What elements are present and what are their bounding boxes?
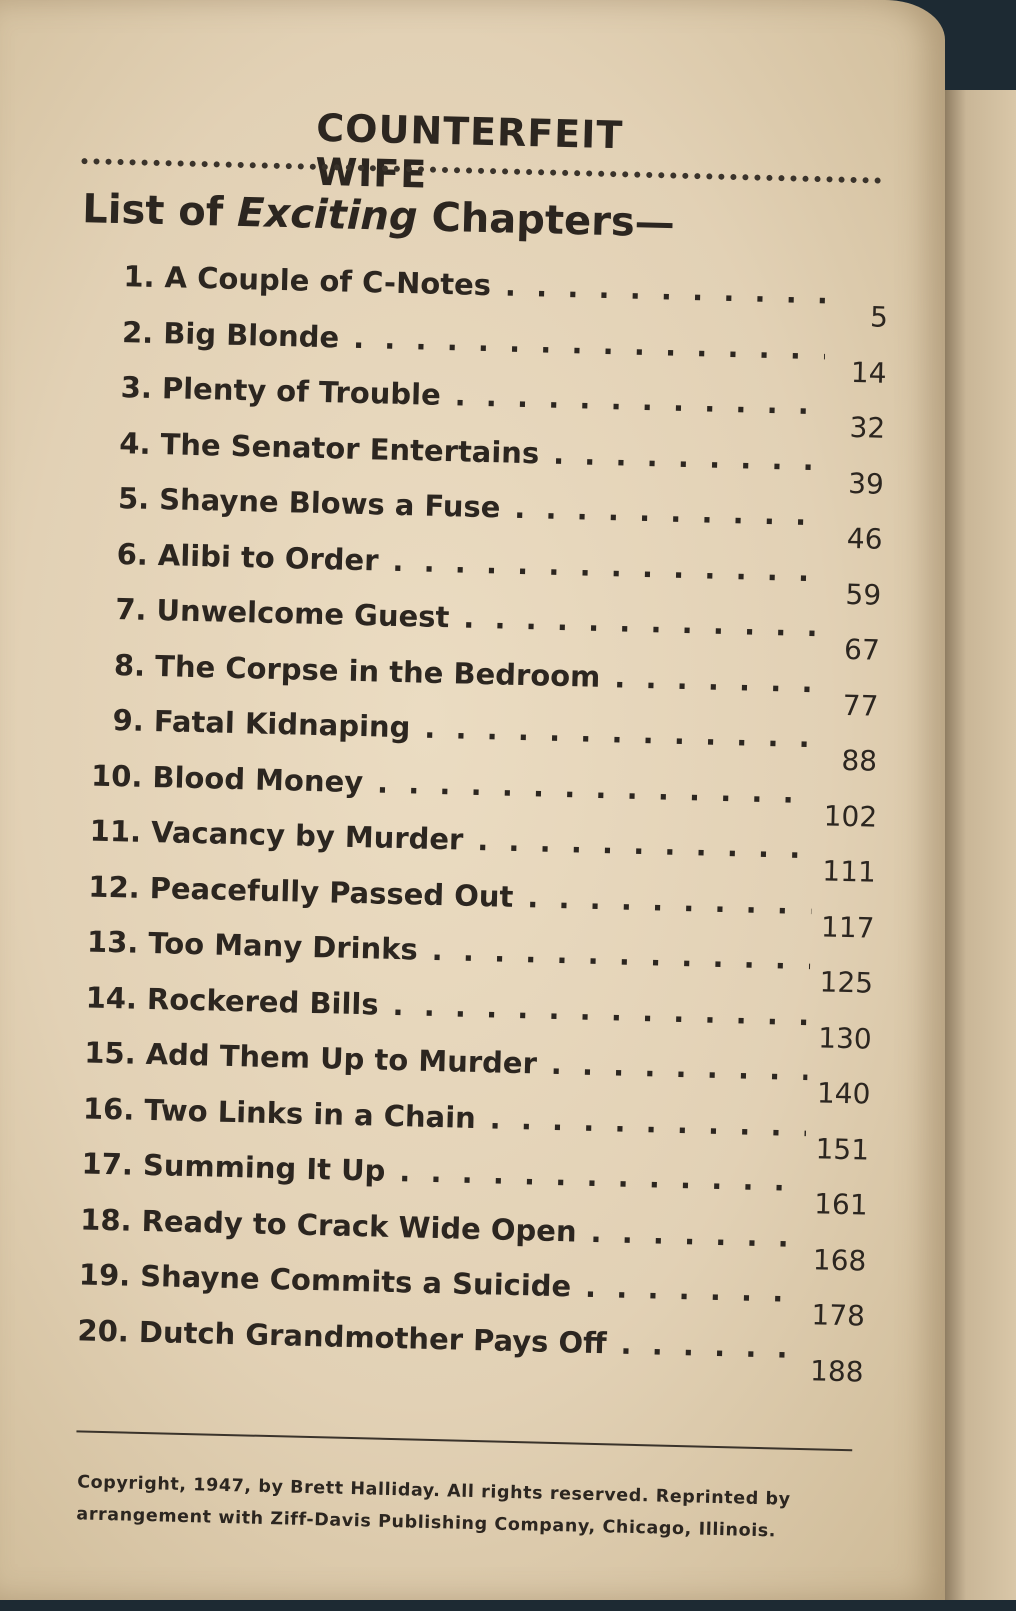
dot-leader: [527, 880, 812, 921]
heading-suffix: Chapters—: [417, 194, 676, 247]
chapter-page-number: 88: [841, 743, 878, 778]
chapter-number: 12.: [87, 868, 141, 905]
chapter-page-number: 77: [842, 688, 879, 723]
chapter-number: 9.: [112, 703, 145, 738]
chapter-title: Rockered Bills: [146, 981, 380, 1022]
chapter-number: 4.: [119, 425, 152, 461]
heading-emphasis: Exciting: [236, 189, 419, 241]
chapter-page-number: 188: [809, 1353, 865, 1389]
dot-leader: [477, 823, 813, 865]
chapter-page-number: 111: [821, 854, 877, 889]
chapter-number: 5.: [117, 481, 150, 516]
chapter-page-number: 130: [817, 1020, 873, 1056]
dot-leader: [489, 1101, 806, 1143]
chapter-title: Peacefully Passed Out: [149, 870, 514, 914]
heading-prefix: List of: [81, 186, 238, 236]
chapter-page-number: 67: [843, 632, 881, 667]
chapter-title: Dutch Grandmother Pays Off: [138, 1314, 608, 1360]
chapter-page-number: 59: [845, 577, 882, 612]
chapter-title: A Couple of C-Notes: [164, 260, 492, 303]
chapter-number: 6.: [116, 536, 149, 572]
chapter-number: 15.: [83, 1035, 137, 1071]
chapter-page-number: 151: [815, 1131, 870, 1167]
chapter-number: 17.: [81, 1146, 134, 1182]
chapter-title: Ready to Crack Wide Open: [141, 1203, 578, 1248]
dot-leader: [550, 1047, 807, 1087]
chapter-number: 19.: [78, 1257, 131, 1293]
book-title: COUNTERFEIT WIFE: [314, 105, 624, 197]
chapter-page-number: 140: [816, 1076, 871, 1111]
chapter-number: 11.: [89, 813, 142, 849]
chapter-number: 18.: [79, 1201, 133, 1238]
chapter-page-number: 32: [849, 410, 886, 445]
chapter-page-number: 117: [820, 909, 875, 945]
chapter-page-number: 39: [847, 466, 885, 501]
chapter-title: Unwelcome Guest: [156, 593, 450, 635]
chapter-number: 13.: [86, 924, 139, 960]
footer-divider: [76, 1430, 852, 1451]
chapter-title: Alibi to Order: [157, 537, 379, 577]
chapter-title: Summing It Up: [142, 1147, 386, 1188]
chapter-number: 14.: [85, 979, 138, 1016]
chapter-title: Shayne Blows a Fuse: [158, 482, 501, 525]
chapter-number: 7.: [114, 592, 147, 627]
chapter-title: Shayne Commits a Suicide: [139, 1258, 572, 1304]
dot-leader: [620, 1326, 801, 1364]
chapter-title: Too Many Drinks: [147, 925, 419, 967]
dot-leader: [585, 1270, 803, 1309]
dot-leader: [614, 660, 817, 699]
chapter-number: 1.: [123, 259, 156, 294]
chapter-page-number: 102: [823, 798, 878, 834]
chapter-page-number: 5: [869, 300, 889, 334]
chapter-page-number: 161: [813, 1187, 869, 1222]
dot-leader: [590, 1214, 804, 1253]
chapter-title: Two Links in a Chain: [143, 1092, 477, 1135]
dot-leader: [505, 268, 827, 310]
chapter-title: Plenty of Trouble: [161, 371, 442, 412]
dot-leader: [514, 491, 821, 532]
chapter-page-number: 14: [850, 355, 887, 390]
chapter-title: The Corpse in the Bedroom: [154, 648, 601, 694]
chapter-title: The Senator Entertains: [160, 426, 540, 470]
chapter-title: Vacancy by Murder: [150, 814, 464, 857]
chapter-title: Add Them Up to Murder: [145, 1036, 538, 1081]
dot-leader: [553, 436, 823, 477]
chapter-number: 8.: [113, 647, 146, 683]
dot-leader: [463, 601, 819, 644]
copyright-notice: Copyright, 1947, by Brett Halliday. All rights reserved. Reprinted by arrangement with Ziff-Davis Publishing Company, Chicago, Illinois.: [76, 1472, 791, 1542]
chapter-page-number: 125: [819, 965, 874, 1000]
chapter-number: 10.: [90, 757, 143, 794]
chapter-page-number: 178: [811, 1298, 866, 1333]
chapter-number: 3.: [120, 370, 153, 405]
chapter-title: Fatal Kidnaping: [153, 704, 411, 745]
chapter-number: 16.: [82, 1090, 135, 1127]
chapter-list: [72, 259, 889, 1388]
chapter-page-number: 168: [812, 1242, 867, 1278]
chapter-page-number: 46: [846, 521, 883, 556]
chapter-title: Blood Money: [152, 759, 364, 799]
chapter-number: 2.: [121, 314, 154, 350]
chapter-number: 20.: [77, 1312, 130, 1349]
chapter-title: Big Blonde: [162, 315, 340, 354]
